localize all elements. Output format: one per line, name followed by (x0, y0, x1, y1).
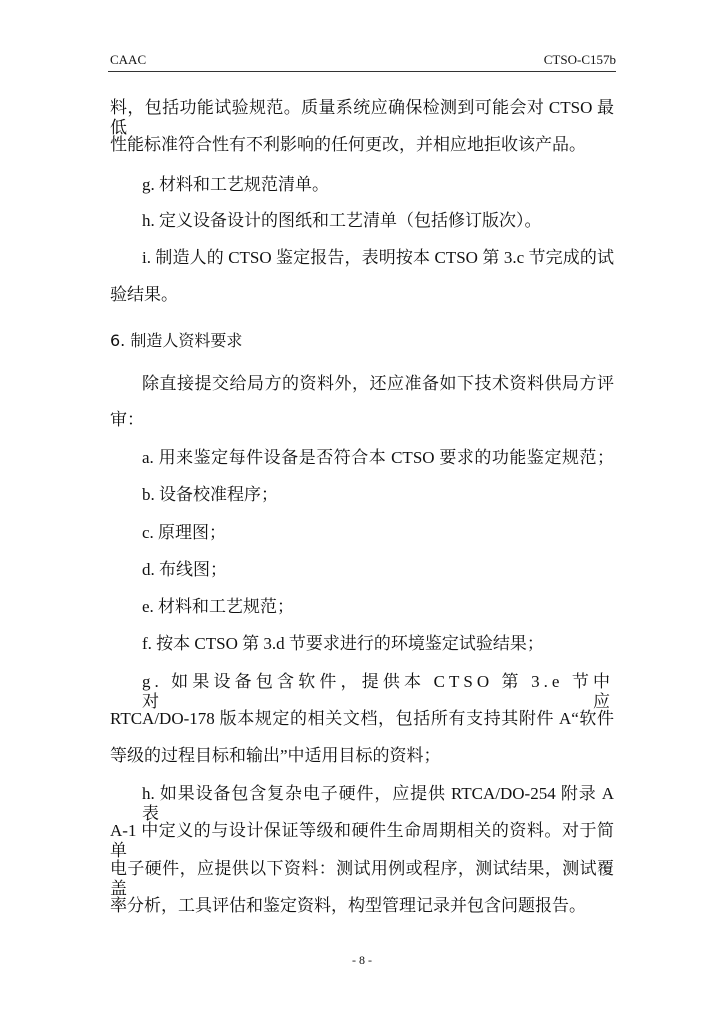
list-item: e. 材料和工艺规范； (142, 597, 295, 616)
list-item: c. 原理图； (142, 523, 227, 542)
header-left: CAAC (110, 52, 147, 67)
section-heading: 6. 制造人资料要求 (110, 331, 243, 350)
text-line: 除直接提交给局方的资料外，还应准备如下技术资料供局方评 (142, 374, 614, 393)
list-item: g. 材料和工艺规范清单。 (142, 175, 329, 194)
text-line: 等级的过程目标和输出”中适用目标的资料； (110, 746, 441, 765)
text-line: 审： (110, 410, 144, 429)
list-item: f. 按本 CTSO 第 3.d 节要求进行的环境鉴定试验结果； (142, 634, 544, 653)
list-item: i. 制造人的 CTSO 鉴定报告，表明按本 CTSO 第 3.c 节完成的试 (142, 248, 614, 267)
text-line: 验结果。 (110, 285, 178, 304)
text-line: RTCA/DO-178 版本规定的相关文档，包括所有支持其附件 A“软件 (110, 709, 614, 728)
header-right: CTSO-C157b (543, 52, 616, 67)
list-item: d. 布线图； (142, 560, 227, 579)
list-item: g. 如果设备包含软件，提供本 CTSO 第 3.e 节中对应 (142, 672, 614, 711)
text-line: 性能标准符合性有不利影响的任何更改，并相应地拒收该产品。 (110, 135, 586, 154)
text-line: 率分析，工具评估和鉴定资料，构型管理记录并包含问题报告。 (110, 896, 586, 915)
list-item: h. 定义设备设计的图纸和工艺清单（包括修订版次）。 (142, 211, 542, 230)
list-item: b. 设备校准程序； (142, 485, 278, 504)
list-item: a. 用来鉴定每件设备是否符合本 CTSO 要求的功能鉴定规范； (142, 448, 614, 467)
text-line: A-1 中定义的与设计保证等级和硬件生命周期相关的资料。对于简单 (110, 821, 614, 860)
list-item: h. 如果设备包含复杂电子硬件，应提供 RTCA/DO-254 附录 A 表 (142, 784, 614, 823)
text-line: 电子硬件，应提供以下资料：测试用例或程序，测试结果，测试覆盖 (110, 859, 614, 898)
header-rule (108, 71, 616, 72)
page-number: - 8 - (352, 953, 372, 967)
text-line: 料，包括功能试验规范。质量系统应确保检测到可能会对 CTSO 最低 (110, 98, 614, 137)
